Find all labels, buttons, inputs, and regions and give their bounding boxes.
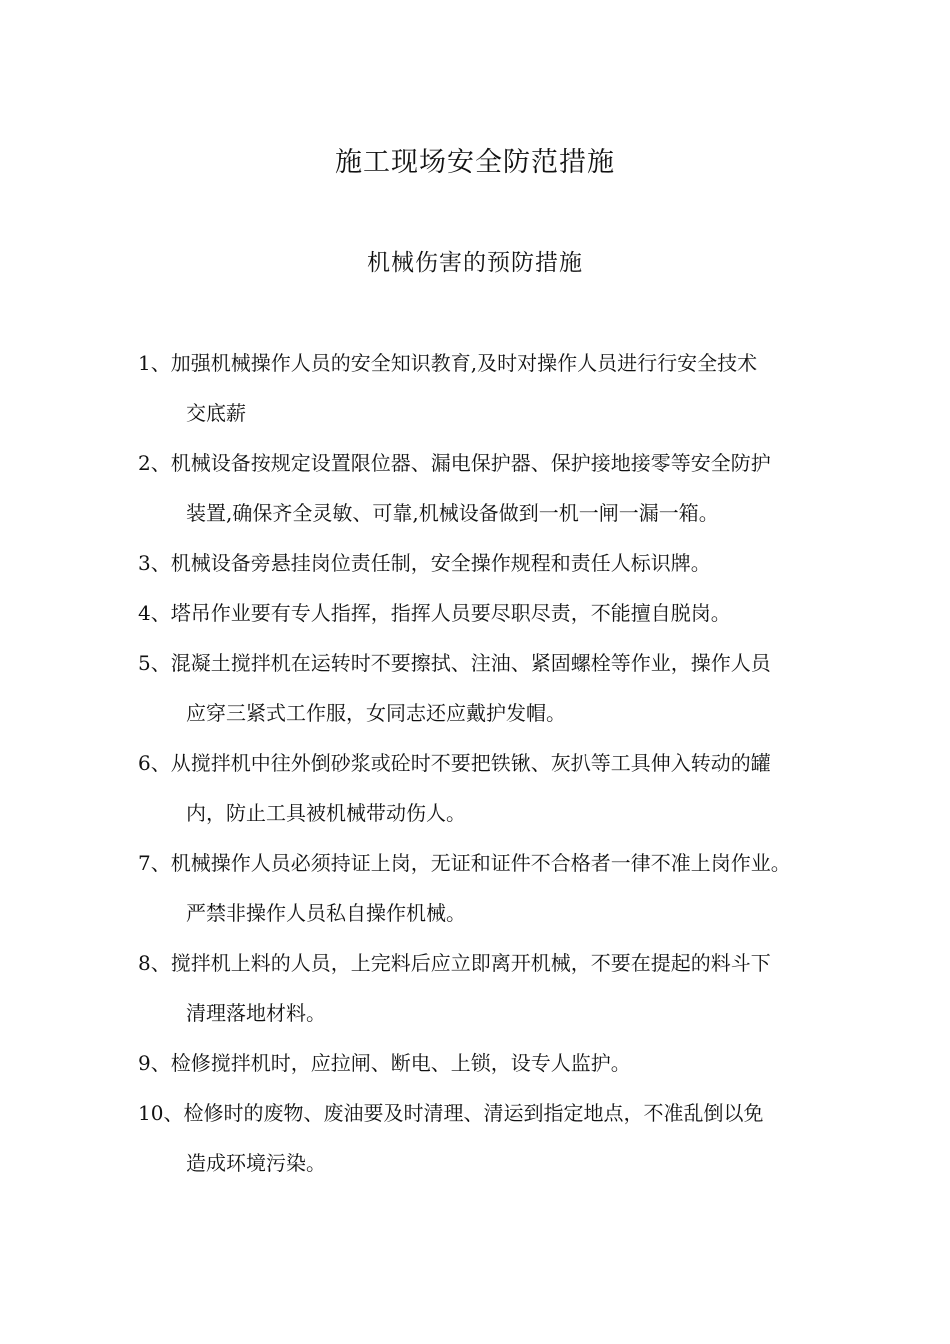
item-number: 4、 xyxy=(138,601,171,625)
item-continuation: 交底薪 xyxy=(186,401,246,425)
list-item xyxy=(138,1038,868,1088)
item-continuation: 造成环境污染。 xyxy=(186,1151,326,1175)
item-number: 10、 xyxy=(138,1101,184,1125)
list-item xyxy=(138,838,868,938)
list-item xyxy=(138,638,868,738)
item-first-line xyxy=(138,1038,868,1088)
measures-list xyxy=(138,338,868,1188)
item-continuation: 严禁非操作人员私自操作机械。 xyxy=(186,901,466,925)
item-first-line xyxy=(138,588,868,638)
section-subtitle: 机械伤害的预防措施 xyxy=(367,250,583,276)
item-number: 3、 xyxy=(138,551,171,575)
item-first-line xyxy=(138,738,868,788)
list-item xyxy=(138,538,868,588)
item-number: 7、 xyxy=(138,851,171,875)
item-number: 8、 xyxy=(138,951,171,975)
item-text: 机械操作人员必须持证上岗，无证和证件不合格者一律不准上岗作业。 xyxy=(170,851,791,875)
item-first-line xyxy=(138,938,868,988)
item-first-line xyxy=(138,538,868,588)
item-text: 机械设备旁悬挂岗位责任制，安全操作规程和责任人标识牌。 xyxy=(170,551,711,575)
list-item xyxy=(138,338,868,438)
item-number: 5、 xyxy=(138,651,171,675)
item-text: 搅拌机上料的人员，上完料后应立即离开机械，不要在提起的料斗下 xyxy=(170,951,771,975)
item-continuation: 装置,确保齐全灵敏、可靠,机械设备做到一机一闸一漏一箱。 xyxy=(186,501,719,525)
item-continuation: 清理落地材料。 xyxy=(186,1001,326,1025)
item-text: 混凝土搅拌机在运转时不要擦拭、注油、紧固螺栓等作业，操作人员 xyxy=(170,651,771,675)
item-text: 从搅拌机中往外倒砂浆或砼时不要把铁锹、灰扒等工具伸入转动的罐 xyxy=(170,751,771,775)
item-text: 塔吊作业要有专人指挥，指挥人员要尽职尽责，不能擅自脱岗。 xyxy=(170,601,731,625)
item-number: 9、 xyxy=(138,1051,171,1075)
list-item xyxy=(138,438,868,538)
list-item xyxy=(138,738,868,838)
item-first-line xyxy=(138,438,868,488)
item-number: 2、 xyxy=(138,451,171,475)
item-text: 加强机械操作人员的安全知识教育,及时对操作人员进行行安全技术 xyxy=(170,351,758,375)
item-number: 1、 xyxy=(138,351,171,375)
document-title: 施工现场安全防范措施 xyxy=(335,147,615,178)
item-first-line xyxy=(138,638,868,688)
item-text: 机械设备按规定设置限位器、漏电保护器、保护接地接零等安全防护 xyxy=(170,451,771,475)
item-first-line xyxy=(138,1088,868,1138)
list-item xyxy=(138,1088,868,1188)
item-text: 检修搅拌机时，应拉闸、断电、上锁，设专人监护。 xyxy=(170,1051,631,1075)
list-item xyxy=(138,938,868,1038)
item-first-line xyxy=(138,838,868,888)
item-first-line xyxy=(138,338,868,388)
item-continuation: 应穿三紧式工作服，女同志还应戴护发帽。 xyxy=(186,701,566,725)
item-continuation: 内，防止工具被机械带动伤人。 xyxy=(186,801,466,825)
item-text: 检修时的废物、废油要及时清理、清运到指定地点，不准乱倒以免 xyxy=(183,1101,764,1125)
item-number: 6、 xyxy=(138,751,171,775)
list-item xyxy=(138,588,868,638)
